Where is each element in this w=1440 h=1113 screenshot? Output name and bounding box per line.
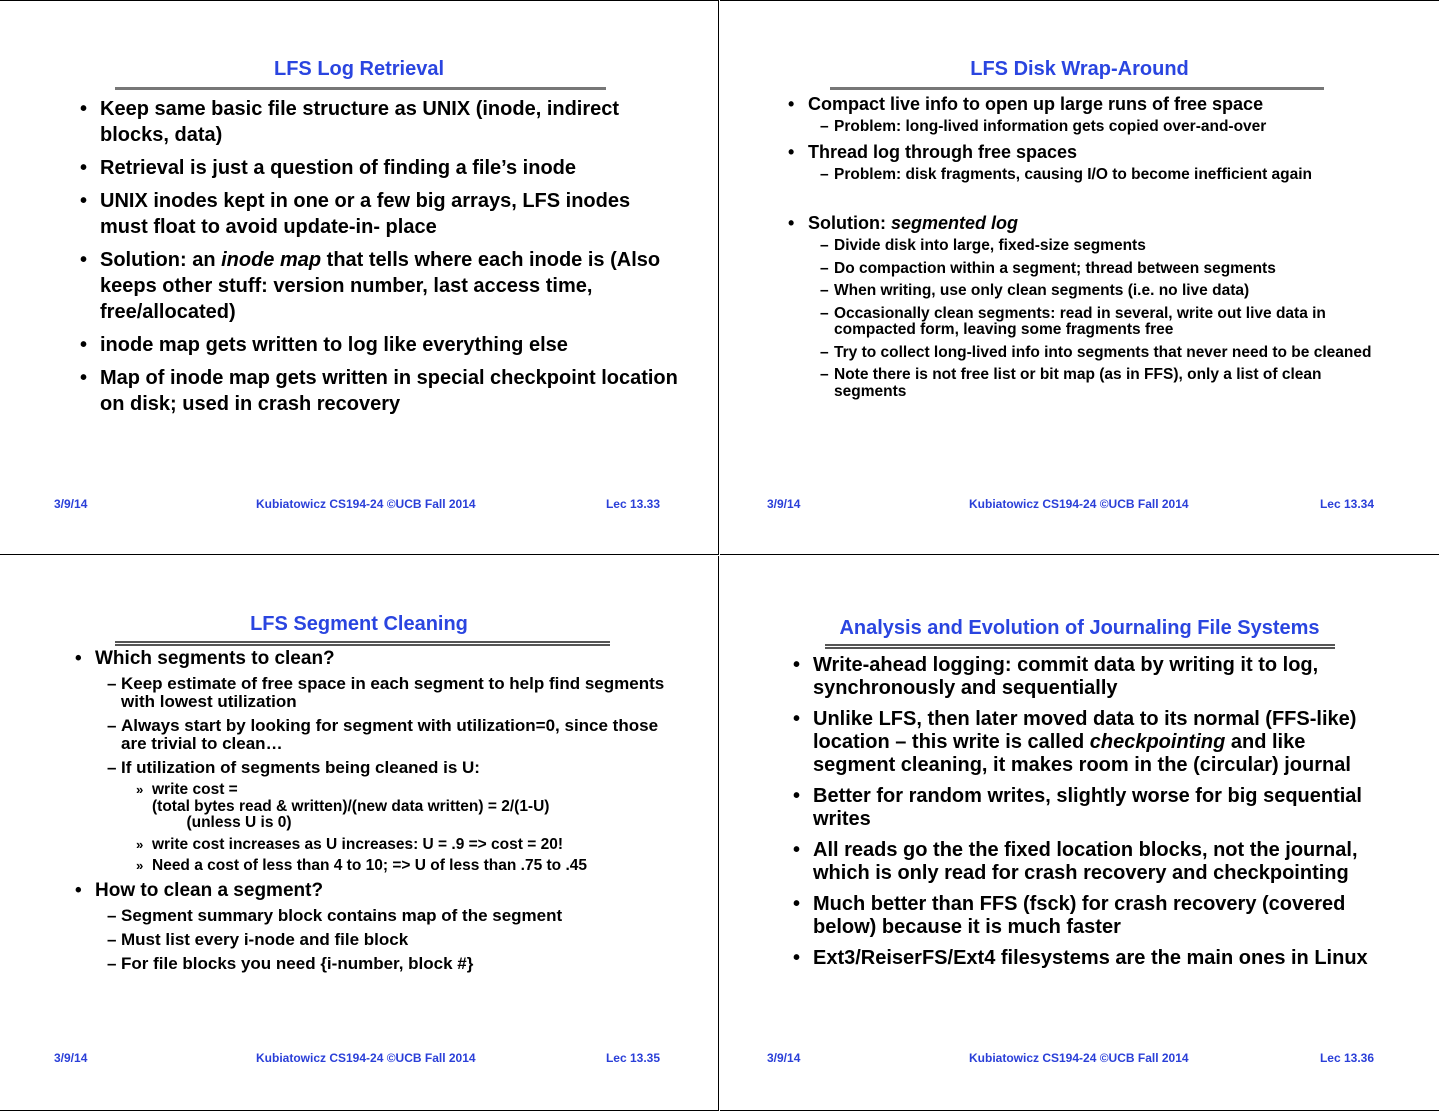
bullet-marker: » [136, 836, 144, 852]
bullet-text: Try to collect long-lived info into segments that never need to be cleaned [834, 343, 1372, 361]
footer-lecture: Lec 13.35 [605, 1051, 660, 1065]
title-rule [830, 87, 1324, 90]
footer-lecture: Lec 13.33 [605, 497, 660, 511]
bullet-marker: • [788, 141, 795, 162]
bullet-marker: • [80, 367, 88, 389]
bullet-text: How to clean a segment? [95, 879, 324, 901]
bullet-marker: – [820, 259, 829, 277]
bullet-item [793, 893, 1373, 939]
bullet-text: UNIX inodes kept in one or a few big arrays, LFS inodes must float to avoid update-in- place [100, 190, 636, 238]
bullet-text: Keep estimate of free space in each segment to help find segments with lowest utilization [121, 674, 669, 711]
bullet-item [80, 155, 680, 181]
sub-bullet-item [820, 237, 1388, 255]
sub-bullet-item [820, 366, 1388, 400]
bullet-item [788, 94, 1388, 114]
bullet-marker: – [820, 165, 829, 183]
bullet-text: write cost = (total bytes read & written)/(new data written) = 2/(1-U) (unless U is 0) [152, 781, 550, 831]
bullet-item [793, 839, 1373, 885]
slide-title: LFS Segment Cleaning [250, 613, 468, 635]
bullet-marker: • [80, 334, 88, 356]
bullet-marker: – [107, 674, 117, 693]
bullet-text: Solution: [808, 213, 891, 233]
bullet-marker: • [793, 947, 801, 969]
sub-bullet-item [136, 781, 685, 832]
sub-bullet-item [820, 118, 1388, 136]
sub-bullet-item [820, 304, 1388, 339]
bullet-marker: – [107, 716, 117, 735]
bullet-text: When writing, use only clean segments (i.e. no live data) [834, 282, 1250, 299]
emphasized-text: checkpointing [1089, 731, 1226, 753]
sub-bullet-item [136, 835, 685, 854]
bullet-item [80, 96, 680, 148]
bullet-item [793, 708, 1373, 777]
slide-title: Analysis and Evolution of Journaling File Systems [839, 617, 1320, 639]
bullet-item [80, 332, 680, 358]
bullet-item [793, 947, 1373, 970]
sub-bullet-item [820, 165, 1388, 184]
bullet-text: Divide disk into large, fixed-size segments [834, 237, 1146, 254]
sub-bullet-item [107, 905, 685, 925]
bullet-marker: – [107, 905, 117, 925]
bullet-text: Thread log through free spaces [808, 141, 1078, 162]
slide-lfs-segment-cleaning [0, 556, 719, 1111]
sub-bullet-item [820, 343, 1388, 362]
bullet-text: inode map gets written to log like everything else [100, 334, 568, 356]
footer-course: Kubiatowicz CS194-24 ©UCB Fall 2014 [969, 497, 1189, 511]
bullet-text: Segment summary block contains map of the segment [121, 905, 563, 925]
bullet-marker: • [75, 648, 82, 669]
footer-date: 3/9/14 [767, 1051, 801, 1065]
sub-bullet-item [107, 716, 685, 753]
bullet-text: and like segment cleaning, it makes room in the (circular) journal [813, 731, 1351, 776]
title-rule [825, 644, 1335, 646]
bullet-marker: • [793, 785, 801, 807]
bullet-item [793, 654, 1373, 700]
bullet-text: For file blocks you need {i-number, block #} [121, 953, 474, 973]
footer-lecture: Lec 13.36 [1319, 1051, 1374, 1065]
sub-bullet-item [107, 929, 685, 949]
bullet-text: Write-ahead logging: commit data by writing it to log, synchronously and sequentially [813, 654, 1324, 699]
bullet-marker: • [80, 98, 88, 120]
slide-title: LFS Log Retrieval [273, 58, 445, 80]
bullet-item [793, 785, 1373, 831]
bullet-text: Always start by looking for segment with utilization=0, since those are trivial to clean… [121, 716, 663, 753]
bullet-marker: – [820, 343, 829, 361]
bullet-marker: • [793, 708, 801, 730]
sub-bullet-item [107, 953, 685, 973]
bullet-text: Unlike LFS, then later moved data to its normal (FFS-like) location – this write is called [813, 708, 1362, 753]
bullet-text: All reads go the the fixed location blocks, not the journal, which is only read for crash recovery and checkpointing [813, 839, 1364, 884]
bullet-text: write cost increases as U increases: U = .9 => cost = 20! [152, 835, 563, 853]
emphasized-text: inode map [221, 249, 322, 271]
bullet-marker: – [107, 953, 117, 973]
bullet-text: Better for random writes, slightly worse for big sequential writes [813, 785, 1368, 830]
bullet-marker: – [107, 929, 117, 949]
bullet-marker: • [788, 213, 795, 233]
footer-date: 3/9/14 [54, 1051, 88, 1065]
bullet-text: Compact live info to open up large runs of free space [808, 94, 1264, 114]
bullet-marker: – [107, 758, 117, 777]
bullet-text: Problem: disk fragments, causing I/O to become inefficient again [834, 165, 1313, 183]
sub-bullet-item [820, 282, 1388, 300]
bullet-text: If utilization of segments being cleaned is U: [121, 758, 480, 777]
bullet-text: Keep same basic file structure as UNIX (inode, indirect blocks, data) [100, 98, 625, 146]
footer-course: Kubiatowicz CS194-24 ©UCB Fall 2014 [256, 1051, 476, 1065]
emphasized-text: segmented log [890, 213, 1019, 233]
bullet-item [80, 247, 680, 325]
slide-lfs-log-retrieval [0, 0, 719, 555]
bullet-marker: • [75, 879, 82, 901]
bullet-marker: – [820, 304, 829, 322]
bullet-marker: – [820, 366, 829, 383]
bullet-text: Map of inode map gets written in special checkpoint location on disk; used in crash recovery [100, 367, 684, 415]
bullet-text: Much better than FFS (fsck) for crash recovery (covered below) because it is much faster [813, 893, 1351, 938]
slide-body [793, 654, 1373, 970]
bullet-marker: • [80, 157, 88, 179]
slide-body [80, 96, 684, 417]
bullet-text: Retrieval is just a question of finding a file’s inode [100, 157, 576, 179]
bullet-marker: » [136, 858, 144, 873]
slide-body [788, 94, 1388, 400]
bullet-marker: • [80, 190, 88, 212]
footer-course: Kubiatowicz CS194-24 ©UCB Fall 2014 [969, 1051, 1189, 1065]
footer-date: 3/9/14 [767, 497, 801, 511]
bullet-marker: – [820, 237, 829, 254]
bullet-marker: – [820, 282, 829, 299]
bullet-text: Occasionally clean segments: read in several, write out live data in compacted form, leaving some fragments free [834, 304, 1331, 338]
bullet-marker: • [788, 94, 795, 114]
bullet-text: Which segments to clean? [95, 648, 335, 669]
slide-body [75, 648, 685, 973]
sub-bullet-item [820, 259, 1388, 278]
title-rule [115, 641, 610, 643]
bullet-text: Ext3/ReiserFS/Ext4 filesystems are the main ones in Linux [813, 947, 1368, 969]
bullet-item [75, 648, 685, 669]
footer-date: 3/9/14 [54, 497, 88, 511]
bullet-text: Problem: long-lived information gets copied over-and-over [834, 118, 1267, 135]
bullet-text: Note there is not free list or bit map (as in FFS), only a list of clean segments [834, 366, 1326, 400]
bullet-item [80, 188, 680, 240]
title-rule [115, 87, 606, 90]
footer-lecture: Lec 13.34 [1319, 497, 1374, 511]
footer-course: Kubiatowicz CS194-24 ©UCB Fall 2014 [256, 497, 476, 511]
bullet-item [75, 879, 685, 901]
sub-bullet-item [136, 857, 685, 875]
bullet-text: Need a cost of less than 4 to 10; => U of less than .75 to .45 [152, 857, 587, 874]
slide-lfs-disk-wrap-around [720, 0, 1439, 555]
bullet-text: that tells where each inode is (Also keeps other stuff: version number, last access time, free/allocated) [100, 249, 666, 323]
slide-journaling-file-systems [720, 556, 1439, 1111]
bullet-item [788, 141, 1388, 162]
bullet-marker: • [793, 893, 801, 915]
bullet-item [80, 365, 684, 417]
bullet-marker: • [793, 654, 801, 676]
bullet-marker: • [80, 249, 88, 271]
bullet-marker: – [820, 118, 829, 135]
bullet-text: Do compaction within a segment; thread between segments [834, 259, 1276, 277]
slide-title: LFS Disk Wrap-Around [970, 58, 1189, 80]
bullet-text: Solution: an [100, 249, 222, 271]
sub-bullet-item [107, 674, 685, 711]
bullet-marker: » [136, 782, 144, 797]
bullet-item [788, 213, 1388, 233]
sub-bullet-item [107, 758, 685, 777]
bullet-marker: • [793, 839, 801, 861]
bullet-text: Must list every i-node and file block [121, 929, 409, 949]
